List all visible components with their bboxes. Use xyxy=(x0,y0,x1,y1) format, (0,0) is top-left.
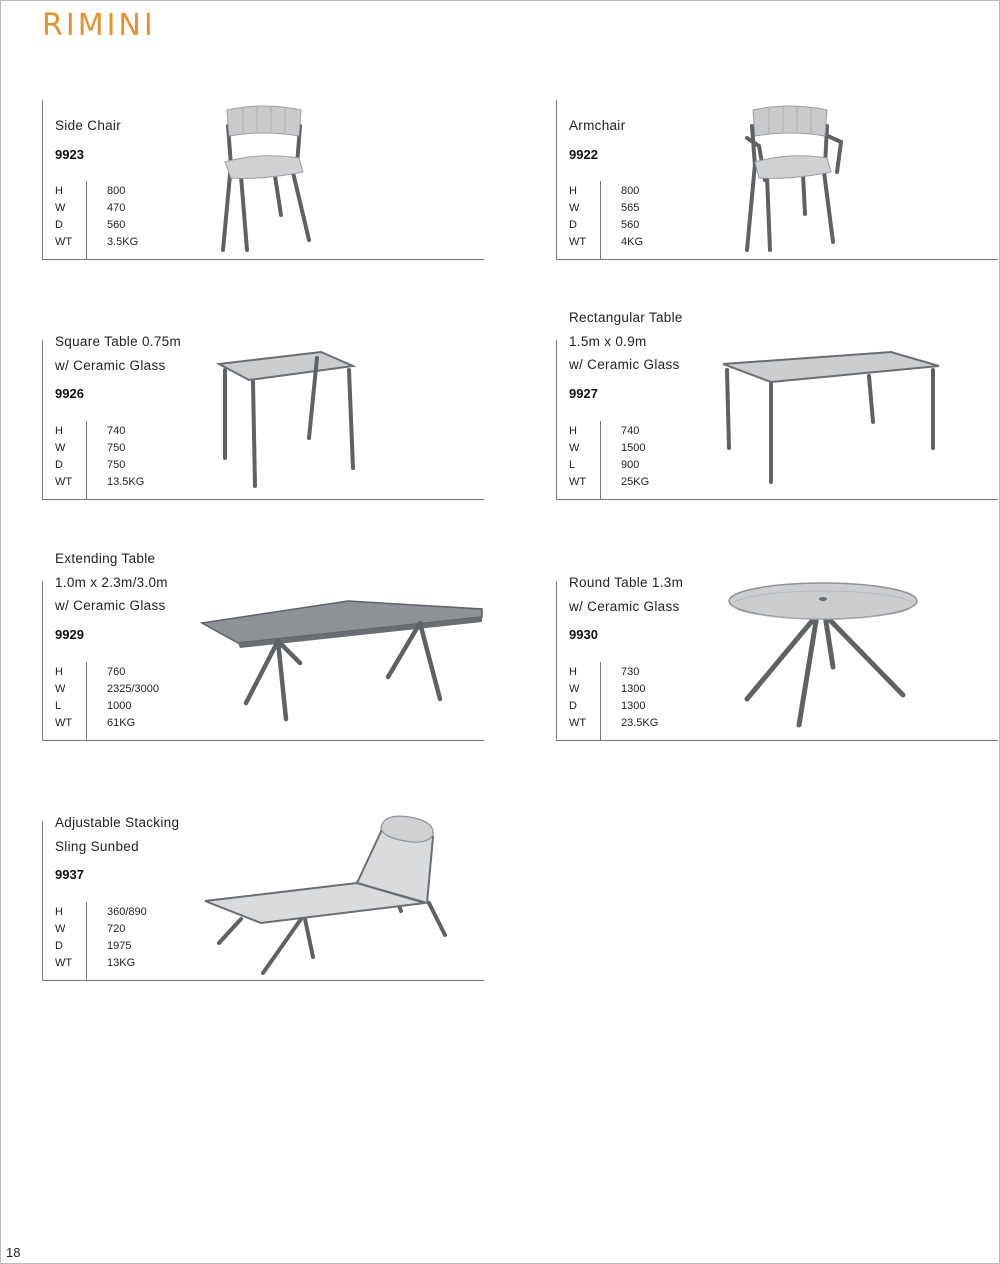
product-info xyxy=(55,330,235,403)
product-name-line: Armchair xyxy=(569,118,626,133)
spec-row xyxy=(43,664,183,681)
spec-row xyxy=(43,938,183,955)
spec-value: 750 xyxy=(107,442,126,454)
product-name-line: w/ Ceramic Glass xyxy=(569,357,680,372)
product-extending-table xyxy=(42,551,484,741)
spec-table xyxy=(43,423,183,491)
product-name-line: 1.0m x 2.3m/3.0m xyxy=(55,574,168,590)
spec-value: 900 xyxy=(621,459,640,471)
spec-row xyxy=(557,234,697,251)
product-name-line: Adjustable Stacking xyxy=(55,815,180,830)
spec-value: 61KG xyxy=(107,717,136,729)
product-name-line: Square Table 0.75m xyxy=(55,334,181,349)
spec-key: H xyxy=(569,666,577,678)
spec-key: H xyxy=(569,185,577,197)
rectangular-table-image xyxy=(719,348,944,490)
spec-row xyxy=(557,440,697,457)
spec-key: H xyxy=(569,425,577,437)
spec-value: 565 xyxy=(621,202,640,214)
spec-row xyxy=(43,955,183,972)
product-code: 9929 xyxy=(55,626,84,642)
spec-value: 2325/3000 xyxy=(107,683,159,695)
spec-row xyxy=(557,200,697,217)
spec-row xyxy=(557,457,697,474)
product-code: 9923 xyxy=(55,146,84,162)
spec-row xyxy=(557,217,697,234)
spec-key: D xyxy=(55,940,63,952)
spec-value: 730 xyxy=(621,666,640,678)
spec-row xyxy=(43,474,183,491)
spec-row xyxy=(557,698,697,715)
product-square-table xyxy=(42,334,484,500)
spec-value: 740 xyxy=(107,425,126,437)
page-number: 18 xyxy=(6,1245,21,1260)
product-name-line: Rectangular Table xyxy=(569,310,683,325)
product-info xyxy=(569,571,749,644)
spec-value: 720 xyxy=(107,923,126,935)
square-table-image xyxy=(213,348,363,493)
product-name-line: w/ Ceramic Glass xyxy=(55,357,166,373)
spec-key: D xyxy=(569,700,577,712)
product-name-line: w/ Ceramic Glass xyxy=(55,598,166,613)
brand-title: RIMINI xyxy=(42,8,156,43)
spec-key: WT xyxy=(55,957,73,969)
spec-row xyxy=(43,921,183,938)
product-name xyxy=(569,571,749,618)
spec-value: 560 xyxy=(621,219,640,231)
spec-value: 800 xyxy=(621,185,640,197)
spec-row xyxy=(43,715,183,732)
armchair-image xyxy=(737,102,852,257)
spec-key: L xyxy=(55,700,62,712)
spec-value: 4KG xyxy=(621,236,644,248)
spec-key: H xyxy=(55,906,63,918)
product-side-chair xyxy=(42,100,484,260)
spec-value: 750 xyxy=(107,459,126,471)
spec-row xyxy=(43,200,183,217)
product-name-line: Side Chair xyxy=(55,118,122,133)
spec-table xyxy=(43,183,183,251)
sunbed-image xyxy=(201,807,451,975)
spec-row xyxy=(557,715,697,732)
product-code: 9927 xyxy=(569,385,598,401)
spec-value: 560 xyxy=(107,219,126,231)
spec-key: W xyxy=(55,683,66,695)
spec-key: W xyxy=(55,923,66,935)
spec-value: 13.5KG xyxy=(107,476,145,488)
product-info xyxy=(55,114,235,164)
spec-key: D xyxy=(569,219,577,231)
spec-key: H xyxy=(55,425,63,437)
spec-key: WT xyxy=(569,236,587,248)
spec-value: 1975 xyxy=(107,940,132,952)
product-code: 9930 xyxy=(569,627,598,642)
spec-row xyxy=(43,234,183,251)
spec-value: 1000 xyxy=(107,700,132,712)
spec-table xyxy=(557,423,697,491)
spec-key: W xyxy=(569,202,580,214)
spec-row xyxy=(43,217,183,234)
product-armchair xyxy=(556,100,998,260)
spec-value: 800 xyxy=(107,185,126,197)
spec-row xyxy=(557,423,697,440)
spec-row xyxy=(557,183,697,200)
spec-table xyxy=(43,664,183,732)
product-name-line: Extending Table xyxy=(55,551,156,566)
product-code: 9922 xyxy=(569,146,598,162)
spec-value: 25KG xyxy=(621,476,650,488)
product-rectangular-table xyxy=(556,310,998,500)
product-name xyxy=(55,114,235,138)
spec-key: W xyxy=(55,442,66,454)
product-code: 9926 xyxy=(55,386,84,401)
product-sunbed xyxy=(42,815,484,981)
spec-value: 13KG xyxy=(107,957,136,969)
spec-key: W xyxy=(55,202,66,214)
product-round-table xyxy=(556,575,998,741)
spec-value: 1300 xyxy=(621,683,646,695)
spec-key: D xyxy=(55,459,63,471)
side-chair-image xyxy=(213,102,323,257)
spec-table xyxy=(557,183,697,251)
spec-key: H xyxy=(55,666,63,678)
spec-row xyxy=(43,698,183,715)
spec-key: D xyxy=(55,219,63,231)
spec-row xyxy=(43,681,183,698)
spec-row xyxy=(43,423,183,440)
spec-value: 23.5KG xyxy=(621,717,659,729)
spec-key: WT xyxy=(55,236,73,248)
spec-value: 470 xyxy=(107,202,126,214)
product-name-line: 1.5m x 0.9m xyxy=(569,333,647,349)
spec-row xyxy=(43,457,183,474)
spec-key: W xyxy=(569,442,580,454)
spec-row xyxy=(43,904,183,921)
spec-table xyxy=(557,664,697,732)
spec-key: W xyxy=(569,683,580,695)
spec-table xyxy=(43,904,183,972)
spec-value: 360/890 xyxy=(107,906,147,918)
spec-value: 3.5KG xyxy=(107,236,139,248)
product-name-line: Round Table 1.3m xyxy=(569,575,684,590)
spec-row xyxy=(557,664,697,681)
spec-value: 1300 xyxy=(621,700,646,712)
spec-key: WT xyxy=(569,476,587,488)
spec-row xyxy=(43,183,183,200)
product-code: 9937 xyxy=(55,867,84,882)
spec-row xyxy=(557,681,697,698)
extending-table-image xyxy=(198,595,488,725)
spec-value: 760 xyxy=(107,666,126,678)
spec-value: 1500 xyxy=(621,442,646,454)
spec-row xyxy=(43,440,183,457)
spec-value: 740 xyxy=(621,425,640,437)
spec-key: L xyxy=(569,459,576,471)
product-name xyxy=(55,330,235,377)
product-name-line: w/ Ceramic Glass xyxy=(569,598,680,614)
spec-row xyxy=(557,474,697,491)
spec-key: WT xyxy=(569,717,587,729)
round-table-image xyxy=(725,581,920,731)
product-name-line: Sling Sunbed xyxy=(55,838,139,854)
product-name xyxy=(569,114,749,138)
spec-key: WT xyxy=(55,476,73,488)
spec-key: WT xyxy=(55,717,73,729)
product-info xyxy=(569,114,749,164)
spec-key: H xyxy=(55,185,63,197)
